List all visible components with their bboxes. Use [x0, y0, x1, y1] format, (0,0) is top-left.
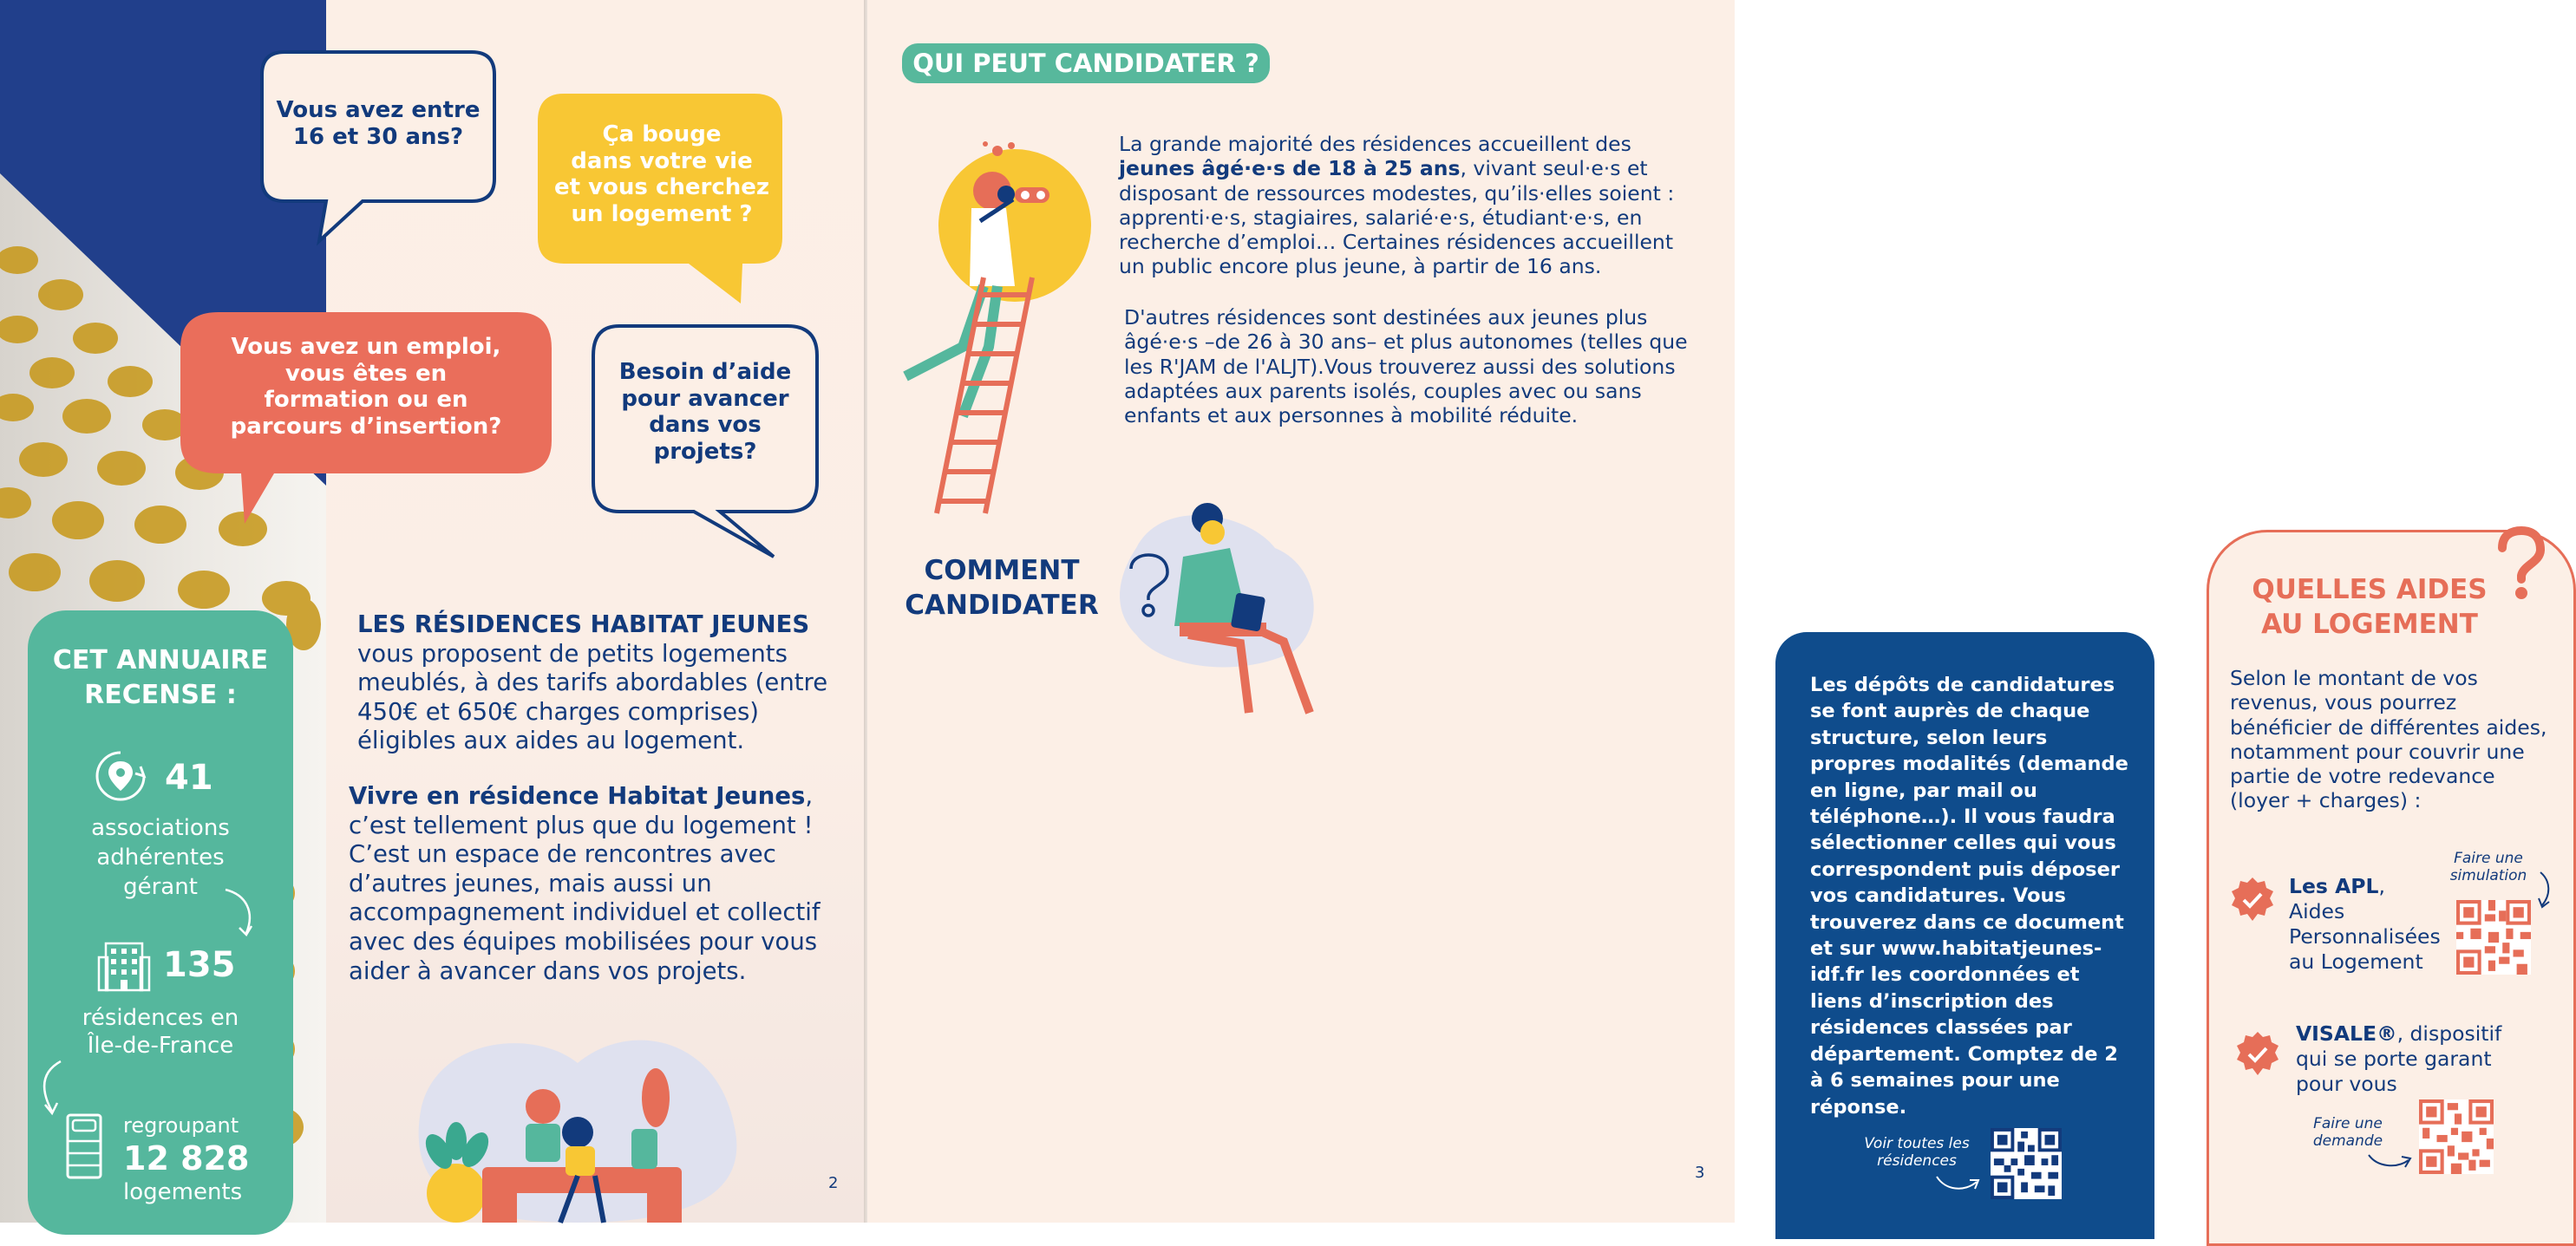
- badge-check-icon: [2233, 1030, 2282, 1079]
- apl-text: [2289, 874, 2441, 975]
- who-p1-b: , vivant seul·e·s et disposant de ressources modestes, qu’ils·elles soient : apprenti·e·s, stagiaires, salarié·e·s, étudiant·e·s, en recherche d’emploi… Certaines résidences accueillent un public encore plus jeune, à partir de 16 ans.: [1119, 156, 1675, 279]
- annuaire-title: CET ANNUAIRE RECENSE :: [52, 645, 269, 710]
- how-text: [1810, 672, 2133, 1120]
- how-qr-caption: Voir toutes les résidences: [1864, 1135, 1970, 1170]
- who-p1-bold: jeunes âgé·e·s de 18 à 25 ans: [1119, 156, 1461, 181]
- aides-card: [2207, 530, 2576, 1246]
- apl-bold: Les APL: [2289, 874, 2379, 898]
- arrow-icon: [2535, 869, 2556, 910]
- left-page: [0, 0, 866, 1223]
- associations-text: associations adhérentes gérant: [91, 815, 230, 900]
- location-icon: [92, 747, 149, 805]
- regroupant-label: regroupant: [123, 1113, 239, 1138]
- climber-illustration: [902, 139, 1102, 520]
- who-title-pill: QUI PEUT CANDIDATER ?: [902, 43, 1270, 83]
- annuaire-box: [28, 610, 293, 1235]
- who-paragraph-2: D'autres résidences sont destinées aux jeunes plus âgé·e·s –de 26 à 30 ans– et plus autonomes (telles que les R'JAM de l'ALJT).Vous trouverez aussi des solutions adaptées aux parents isolés, couples avec ou sans enfants et aux personnes à mobilité réduite.: [1124, 305, 1688, 428]
- building-icon: [97, 936, 151, 992]
- aides-intro: Selon le montant de vos revenus, vous pourrez bénéficier de différentes aides, notamment pour couvrir une partie de votre redevance (loyer + charges) :: [2230, 666, 2547, 813]
- bubble-age-text: Vous avez entre 16 et 30 ans?: [276, 97, 481, 150]
- how-text-1: se font auprès de chaque structure, selon leurs propres modalités (demande en ligne, par mail ou téléphone…). Il vous faudra sélectionner celles qui vous correspondent puis déposer vos candidatures. Vous trouverez dans ce document et sur: [1810, 700, 2128, 961]
- intro-paragraph: [357, 610, 843, 756]
- how-title: COMMENT CANDIDATER: [905, 555, 1099, 621]
- apl-rest: , Aides Personnalisées au Logement: [2289, 874, 2441, 974]
- arrow-icon: [1933, 1170, 1982, 1196]
- apl-caption: Faire une simulation: [2449, 850, 2527, 884]
- second-lead-bold: Vivre en résidence Habitat Jeunes: [349, 782, 806, 810]
- residences-text: résidences en Île-de-France: [82, 1005, 239, 1059]
- page-number-right: 3: [1695, 1164, 1705, 1182]
- right-page: [867, 0, 2547, 1223]
- qr-code-icon[interactable]: [1991, 1128, 2062, 1199]
- apl-qr-code[interactable]: [2456, 900, 2531, 975]
- who-paragraph-1: [1119, 132, 1691, 279]
- how-text-2: les coordonnées et liens d’inscription des résidences classées par département. Comptez de 2 à 6 semaines pour une réponse.: [1810, 963, 2118, 1119]
- question-icon: [1124, 553, 1171, 619]
- arrow-icon: [220, 886, 262, 940]
- aides-title: QUELLES AIDES AU LOGEMENT: [2252, 574, 2488, 640]
- who-p1-a: La grande majorité des résidences accueillent des: [1119, 132, 1631, 156]
- logements-text: logements: [123, 1179, 243, 1205]
- visale-qr-code[interactable]: [2419, 1099, 2494, 1174]
- bed-icon: [62, 1112, 106, 1181]
- visale-caption: Faire une demande: [2312, 1115, 2383, 1150]
- people-bench-illustration: [404, 1002, 751, 1223]
- logements-count: 12 828: [123, 1139, 250, 1178]
- second-paragraph: [349, 782, 850, 986]
- visale-bold: VISALE®: [2296, 1021, 2397, 1046]
- how-bold: Les dépôts de candidatures: [1810, 674, 2115, 696]
- arrow-icon: [2365, 1148, 2414, 1172]
- residences-count: 135: [163, 945, 236, 985]
- intro-lead-bold: LES RÉSIDENCES HABITAT JEUNES: [357, 610, 810, 638]
- how-card: [1775, 632, 2154, 1239]
- second-text: , c’est tellement plus que du logement ! C’est un espace de rencontres avec d’autres jeunes, mais aussi un accompagnement individuel et collectif avec des équipes mobilisées pour vous aider à avancer dans vos projets.: [349, 782, 821, 985]
- associations-count: 41: [165, 758, 213, 798]
- intro-lead-text: vous proposent de petits logements meublés, à des tarifs abordables (entre 450€ et 650€ charges comprises) éligibles aux aides au logement.: [357, 639, 828, 755]
- bubble-move-text: Ça bouge dans votre vie et vous cherchez un logement ?: [553, 121, 770, 228]
- visale-text: [2296, 1021, 2504, 1097]
- arrow-icon: [36, 1058, 71, 1119]
- question-icon: [2495, 527, 2544, 602]
- bubble-help-text: Besoin d’aide pour avancer dans vos projets?: [618, 359, 792, 466]
- badge-check-icon: [2228, 876, 2277, 924]
- visale-rest: , dispositif qui se porte garant pour vous: [2296, 1021, 2502, 1096]
- bubble-job-text: Vous avez un emploi, vous êtes en formation ou en parcours d’insertion?: [230, 334, 502, 440]
- how-link[interactable]: www.habitatjeunes-idf.fr: [1810, 937, 2102, 987]
- page-number-left: 2: [828, 1174, 839, 1192]
